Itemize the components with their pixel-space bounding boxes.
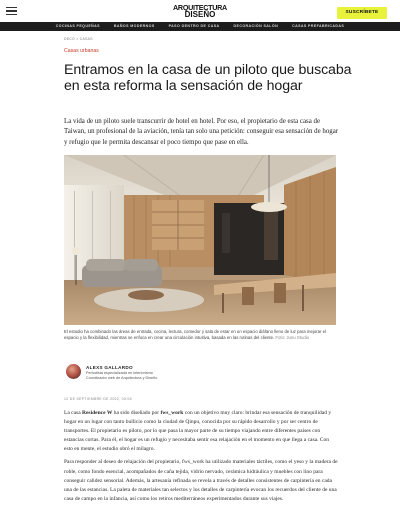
author-bio-line-2: Coordinador web de Arquitectura y Diseño (86, 376, 158, 380)
article-lede: La vida de un piloto suele transcurrir de hotel en hotel. Por eso, el propietario de esta casa de Taiwan, un profesional de la aviación, tenía tan solo una petición: conseguir esa sensación de hogar y refugio que le permita descansar el poco tiempo que pase en ella. (64, 118, 339, 146)
nav-item-cocinas[interactable]: COCINAS PEQUEÑAS (55, 24, 100, 28)
logo-line-2: DISEÑO (184, 10, 216, 19)
p1-rest: con un objetivo muy claro: brindar esa sensación de tranquilidad y hogar en un lugar con tanto bullicio como la ciudad de Qinpu, conocida por su rápido desarrollo y por ser centro de transportes. El propietario es piloto, por lo que pasa la mayor parte de su tiempo viajando entre diferentes países con estancias cortas. Para él, el hogar es un refugio y necesitaba sentir esa relajación en el momento en que llega a casa. Con esto en mente, el estudio obró el milagro. (64, 410, 332, 453)
author-block (66, 364, 266, 384)
nav-item-paso[interactable]: PASO DENTRO DE CASA (168, 24, 220, 28)
category-tag[interactable]: Casas urbanas (64, 48, 99, 54)
p1-bold-studio: fws_work (160, 410, 184, 416)
body-paragraph-1 (64, 409, 338, 454)
caption-text: El estudio ha combinado las áreas de entrada, cocina, lectura, comedor y sala de estar en un espacio diáfano lleno de luz para mejorar el espacio y la flexibilidad, mientras se enfoca en crear una circulación intuitiva, basada en las rutinas del cliente. (64, 329, 327, 341)
logo-line-1: ARQUITECTURA (173, 3, 227, 12)
main-nav (0, 22, 400, 31)
menu-icon[interactable] (6, 7, 17, 15)
nav-item-banos[interactable]: BAÑOS MODERNOS (113, 24, 155, 28)
article-body (64, 409, 338, 508)
photo-credit: Foto: Junu Studio (275, 335, 310, 341)
subscribe-button[interactable]: SUSCRÍBETE (337, 7, 387, 19)
author-avatar[interactable] (66, 364, 81, 379)
site-logo[interactable] (170, 4, 230, 18)
p1-lead: La casa (64, 410, 83, 416)
author-name[interactable]: ALEXS GALLARDO (86, 365, 133, 370)
top-header (0, 0, 400, 22)
photo-caption (64, 329, 334, 341)
author-bio-line-1: Periodista especializada en interiorismo (86, 371, 153, 375)
nav-item-prefabricadas[interactable]: CASAS PREFABRICADAS (292, 24, 345, 28)
article-title: Entramos en la casa de un piloto que buscaba en esta reforma la sensación de hogar (64, 62, 352, 94)
p1-mid: ha sido diseñado por (112, 410, 161, 416)
author-bio (86, 371, 256, 381)
p1-bold-project: Residence W (82, 410, 113, 416)
breadcrumb[interactable]: DECO > CASAS (64, 37, 93, 41)
hero-photo (64, 155, 336, 325)
nav-item-salon[interactable]: DECORACIÓN SALÓN (233, 24, 279, 28)
publish-date: 12 DE SEPTIEMBRE DE 2022, 00:06 (64, 397, 132, 401)
body-paragraph-2: Para responder al deseo de relajación del propietario, fws_work ha utilizado materiales táctiles, como el yeso y la madera de roble, como fondo esencial, acompañados de caña tejida, vidrio nervado, cerámica hidráulica y muebles con lino para conseguir calidez sensorial. Además, la artesanía refinada se revela a través de detalles consistentes de carpintería en cada una de las estancias. La paleta de materiales tan selectos y los detalles de carpintería evocan los recuerdos del cliente de una casa de campo en la infancia, así como los retiros mediterráneos experimentados durante sus viajes. (64, 459, 338, 502)
